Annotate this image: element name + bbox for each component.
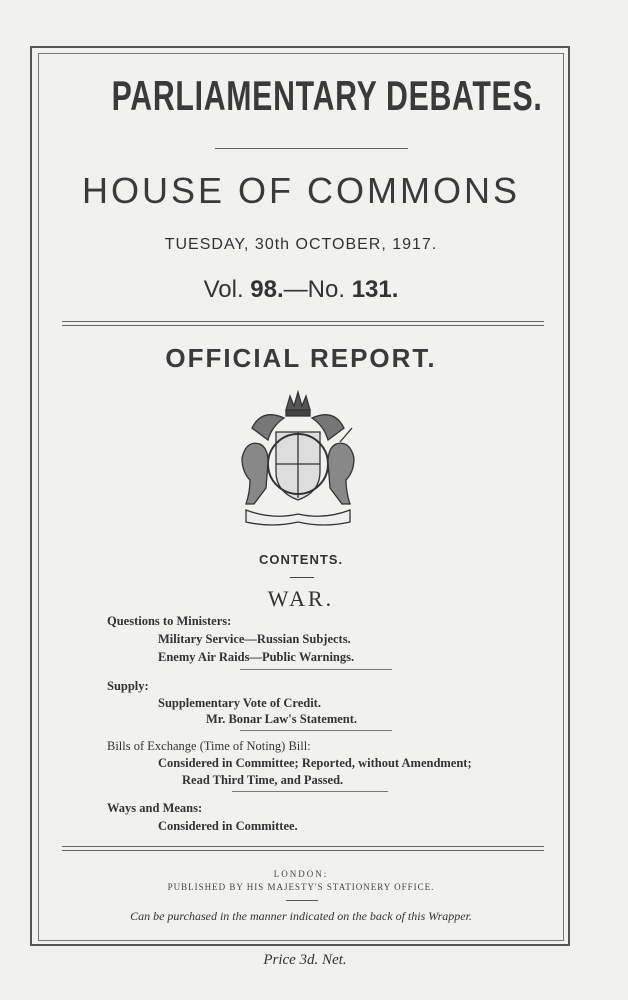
contents-heading-ways: Ways and Means: — [107, 801, 203, 815]
divider — [290, 577, 314, 578]
publisher-line: PUBLISHED BY HIS MAJESTY'S STATIONERY OFFICE. — [167, 882, 435, 892]
volume-number — [38, 276, 564, 304]
contents-heading-bills: Bills of Exchange (Time of Noting) Bill: — [107, 739, 311, 753]
issue-prefix: —No. — [283, 276, 346, 303]
contents-heading-questions: Questions to Ministers: — [107, 614, 232, 628]
price-label: Price 3d. Net. — [263, 952, 347, 968]
contents-line: Military Service—Russian Subjects. — [158, 632, 351, 646]
official-report-heading: OFFICIAL REPORT. — [165, 343, 437, 373]
vol-prefix: Vol. — [203, 276, 244, 303]
contents-line: Mr. Bonar Law's Statement. — [206, 712, 358, 726]
divider — [286, 900, 318, 901]
divider — [240, 669, 392, 670]
contents-heading: CONTENTS. — [258, 552, 344, 567]
section-heading: WAR. — [267, 586, 335, 611]
divider — [215, 148, 408, 149]
divider — [240, 730, 392, 731]
publication-title: PARLIAMENTARY DEBATES. — [111, 72, 543, 119]
contents-line: Supplementary Vote of Credit. — [158, 696, 321, 710]
divider — [232, 791, 388, 792]
contents-line: Considered in Committee; Reported, without Amendment; — [158, 756, 472, 770]
publication-city: LONDON: — [273, 869, 329, 879]
contents-heading-supply: Supply: — [107, 679, 149, 693]
double-divider — [62, 321, 544, 326]
contents-line: Enemy Air Raids—Public Warnings. — [158, 650, 355, 664]
contents-line: Considered in Committee. — [158, 819, 298, 833]
purchase-note: Can be purchased in the manner indicated on the back of this Wrapper. — [130, 909, 472, 923]
royal-coat-of-arms-icon — [232, 388, 364, 528]
house-heading: HOUSE OF COMMONS — [81, 170, 520, 211]
contents-line: Read Third Time, and Passed. — [182, 773, 344, 787]
vol-number: 98. — [250, 276, 284, 303]
issue-number: 131. — [351, 276, 399, 303]
double-divider — [62, 846, 544, 851]
sitting-date: TUESDAY, 30th OCTOBER, 1917. — [164, 236, 438, 253]
